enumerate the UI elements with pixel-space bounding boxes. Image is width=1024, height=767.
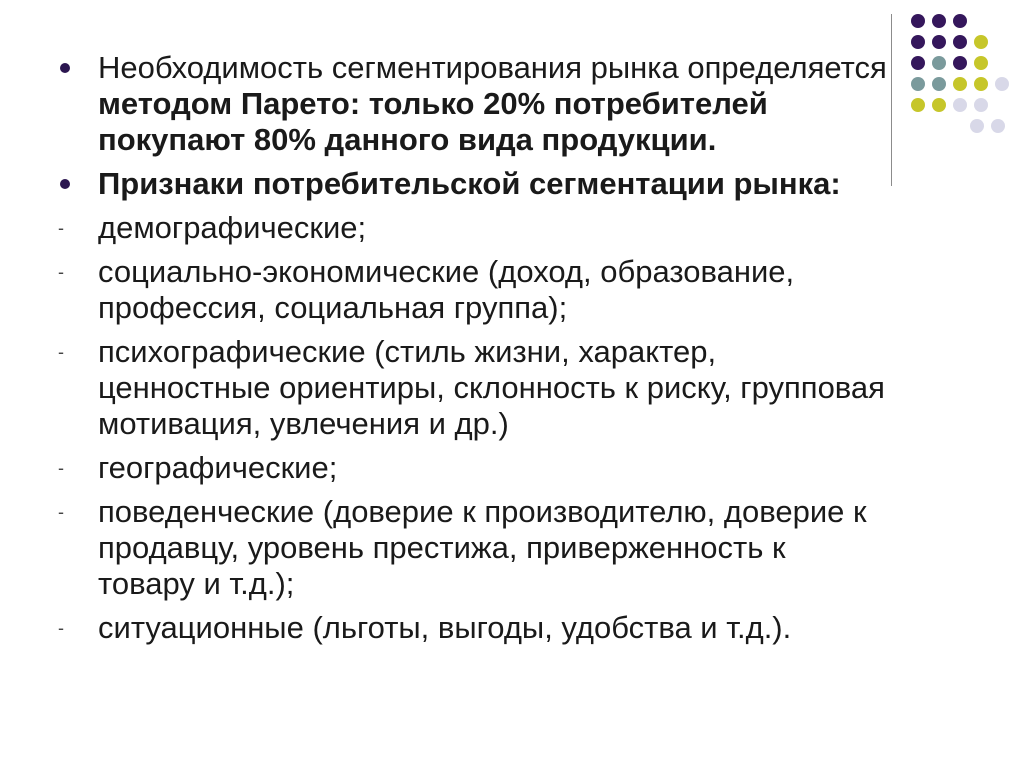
- decorative-dot-icon: [932, 56, 946, 70]
- item-text: психографические (стиль жизни, характер, ценностные ориентиры, склонность к риску, групповая мотивация, увлечения и др.): [98, 334, 885, 441]
- item-text: [98, 50, 887, 157]
- dash-marker-icon: -: [58, 618, 64, 638]
- decorative-dot-icon: [991, 119, 1005, 133]
- decorative-dot-icon: [974, 56, 988, 70]
- decorative-dot-icon: [932, 35, 946, 49]
- decorative-dot-icon: [911, 35, 925, 49]
- decorative-dot-icon: [953, 56, 967, 70]
- decorative-dot-icon: [974, 35, 988, 49]
- bullet-dot-icon: [60, 63, 70, 73]
- text-segment-bold: методом Парето: только 20% потребителей покупают 80% данного вида продукции.: [98, 86, 768, 157]
- decorative-dot-icon: [970, 119, 984, 133]
- item-text: ситуационные (льготы, выгоды, удобства и т.д.).: [98, 610, 792, 645]
- decorative-dot-icon: [911, 56, 925, 70]
- item-text: поведенческие (доверие к производителю, доверие к продавцу, уровень престижа, приверженность к товару и т.д.);: [98, 494, 867, 601]
- decorative-dot-icon: [911, 77, 925, 91]
- dash-item-psychographic: [58, 334, 888, 442]
- decorative-dot-icon: [953, 14, 967, 28]
- bullet-item-segmentation-criteria: [58, 166, 888, 202]
- decorative-dot-icon: [974, 77, 988, 91]
- item-text: социально-экономические (доход, образование, профессия, социальная группа);: [98, 254, 795, 325]
- decorative-dot-icon: [995, 77, 1009, 91]
- item-text: географические;: [98, 450, 338, 485]
- slide-content: [58, 50, 888, 654]
- dash-item-socioeconomic: [58, 254, 888, 326]
- decorative-dot-icon: [911, 98, 925, 112]
- decorative-dot-icon: [932, 77, 946, 91]
- bullet-dot-icon: [60, 179, 70, 189]
- dash-marker-icon: -: [58, 342, 64, 362]
- dash-item-geographic: [58, 450, 888, 486]
- dash-item-demographic: [58, 210, 888, 246]
- decorative-dot-icon: [953, 77, 967, 91]
- bullet-item-pareto: [58, 50, 888, 158]
- dash-marker-icon: -: [58, 218, 64, 238]
- item-text-bold: Признаки потребительской сегментации рынка:: [98, 166, 841, 201]
- decorative-dot-icon: [911, 14, 925, 28]
- dash-marker-icon: -: [58, 502, 64, 522]
- dash-item-behavioral: [58, 494, 888, 602]
- decorative-dot-icon: [932, 98, 946, 112]
- decorative-dot-icon: [953, 35, 967, 49]
- dash-marker-icon: -: [58, 458, 64, 478]
- dash-marker-icon: -: [58, 262, 64, 282]
- decorative-dot-icon: [953, 98, 967, 112]
- dash-item-situational: [58, 610, 888, 646]
- text-segment: Необходимость сегментирования рынка определяется: [98, 50, 887, 85]
- item-text: демографические;: [98, 210, 367, 245]
- decorative-dot-icon: [932, 14, 946, 28]
- decorative-dot-icon: [974, 98, 988, 112]
